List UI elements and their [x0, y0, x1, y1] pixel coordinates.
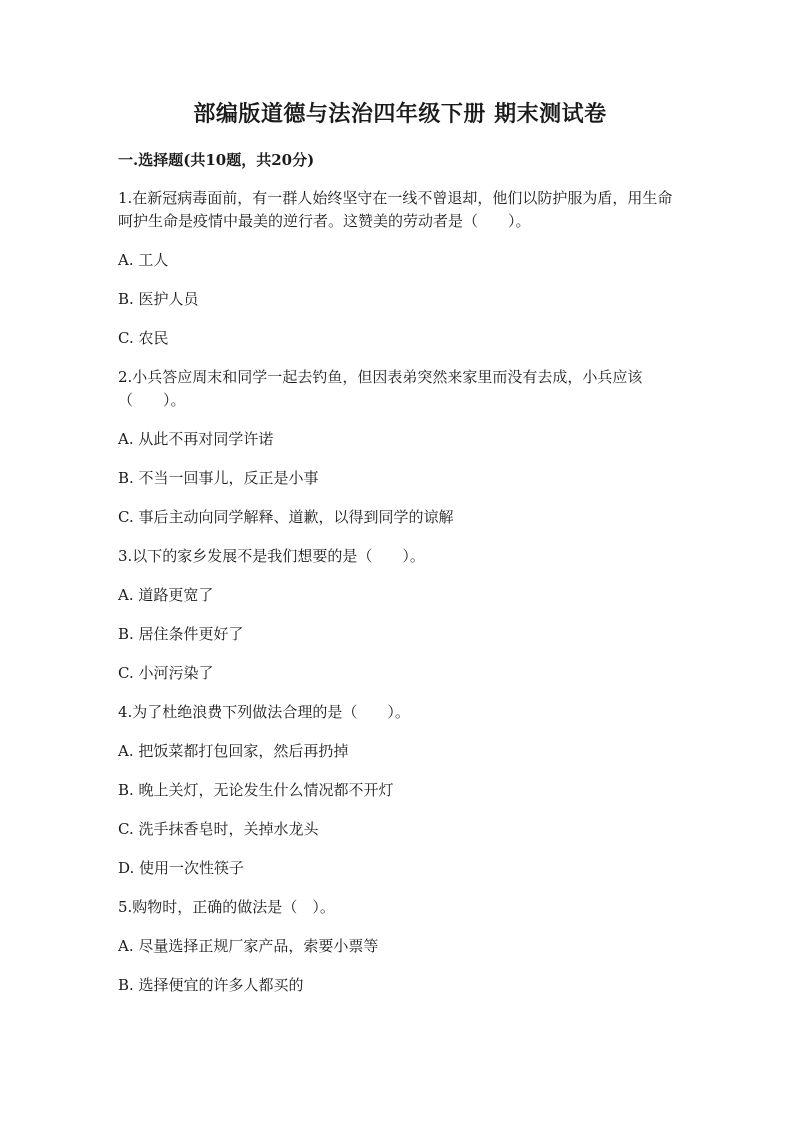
question-4 [118, 701, 682, 880]
page-title: 部编版道德与法治四年级下册 期末测试卷 [193, 101, 607, 127]
question-1 [118, 187, 682, 350]
option-c: C. 洗手抹香皂时，关掉水龙头 [118, 820, 319, 838]
question-stem: 3.以下的家乡发展不是我们想要的是（ ）。 [118, 547, 425, 565]
option-b: B. 选择便宜的许多人都买的 [118, 976, 304, 994]
option-a: A. 把饭菜都打包回家，然后再扔掉 [118, 742, 349, 760]
option-c: C. 农民 [118, 329, 169, 347]
question-stem: 4.为了杜绝浪费下列做法合理的是（ ）。 [118, 703, 410, 721]
option-a: A. 从此不再对同学许诺 [118, 430, 274, 448]
option-a: A. 工人 [118, 251, 169, 269]
option-b: B. 医护人员 [118, 290, 199, 308]
option-c: C. 事后主动向同学解释、道歉，以得到同学的谅解 [118, 508, 454, 526]
option-b: B. 不当一回事儿，反正是小事 [118, 469, 319, 487]
section-heading: 一.选择题(共10题，共20分) [118, 151, 315, 169]
question-3 [118, 545, 682, 685]
option-c: C. 小河污染了 [118, 664, 214, 682]
question-stem: 5.购物时，正确的做法是（ ）。 [118, 898, 335, 916]
option-a: A. 道路更宽了 [118, 586, 214, 604]
question-stem: 2.小兵答应周末和同学一起去钓鱼，但因表弟突然来家里而没有去成，小兵应该（ ）。 [118, 368, 643, 409]
question-5 [118, 896, 682, 997]
option-b: B. 晚上关灯，无论发生什么情况都不开灯 [118, 781, 394, 799]
question-2 [118, 366, 682, 529]
question-stem: 1.在新冠病毒面前，有一群人始终坚守在一线不曾退却，他们以防护服为盾，用生命呵护生命是疫情中最美的逆行者。这赞美的劳动者是（ ）。 [118, 189, 673, 230]
option-a: A. 尽量选择正规厂家产品，索要小票等 [118, 937, 379, 955]
option-d: D. 使用一次性筷子 [118, 859, 245, 877]
option-b: B. 居住条件更好了 [118, 625, 244, 643]
question-list [118, 187, 682, 997]
